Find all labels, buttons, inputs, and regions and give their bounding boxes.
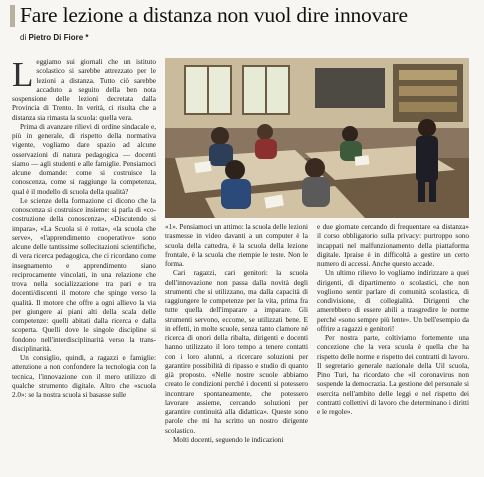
article-column-3 bbox=[317, 223, 469, 472]
byline bbox=[20, 33, 88, 42]
article-headline: Fare lezione a distanza non vuol dire innovare bbox=[20, 3, 408, 27]
paragraph: Un ultimo rilievo lo vogliamo indirizzare a quei dirigenti, di dipartimento o scolastici, che non vogliono sentir parlare di comunità scolastica, di condivisione, di collegialità. Dirigenti che amerebbero di essere abili a trasgredire le norme perché «sono sempre più lente». Un bell'esempio da offrire a ragazzi e genitori! bbox=[317, 269, 469, 333]
byline-author: Pietro Di Fiore * bbox=[28, 33, 89, 42]
headline-rule bbox=[10, 5, 15, 27]
byline-prefix: di bbox=[20, 33, 27, 42]
drop-cap: L bbox=[12, 58, 34, 94]
classroom-photo bbox=[165, 58, 469, 218]
article-column-1 bbox=[12, 58, 156, 472]
paragraph: eggiamo sui giornali che un istituto scolastico si sarebbe attrezzato per le lezioni a distanza. Tutto ciò sarebbe accaduto a seguito della ben nota sospensione delle lezioni decretata dalla Provincia di Trento. In verità, ci risulta che a distanza sia rimasta la scuola: quella vera. bbox=[12, 58, 156, 122]
article-column-2 bbox=[165, 223, 308, 472]
headline-bar bbox=[0, 0, 484, 30]
paragraph: Un consiglio, quindi, a ragazzi e famiglie: attenzione a non confondere la tecnologia con la tecnica, l'innovazione con il mero utilizzo di qualche strumento digitale. Altro che «scuola 2.0»: se la nostra scuola si basasse sulle bbox=[12, 354, 156, 399]
paragraph: Cari ragazzi, cari genitori: la scuola dell'innovazione non passa dalla novità degli strumenti che si utilizzano, ma dalla capacità di raggiungere le competenze per la vita, prima fra tutte quella dell'imparare a imparare. Gli strumenti servono, eccome, se utilizzati bene. E in effetti, in molte scuole, senza tanto clamore né ricerca di onori della ribalta, dirigenti e docenti hanno utilizzato il loro tempo a tenere contatti con i loro alunni, a ricercare soluzioni per garantire possibilità di ripasso e studio di quanto già proposto. «Nelle nostre scuole abbiamo creato le condizioni perché i docenti si potessero incontrare spontaneamente, che potessero lavorare assieme, cercando soluzioni per garantire continuità alla didattica». Queste sono parole che mi ha scritto un nostro dirigente scolastico. bbox=[165, 269, 308, 435]
paragraph: Per nostra parte, coltiviamo fortemente una concezione che la vera scuola è quella che ha rispetto delle norme e rispetto dei contratti di lavoro. Il segretario generale nazionale della Uil scuola, Pino Turi, ha ricordato che «il coronavirus non sospende la democrazia. La gestione del personale si esercita nell'ambito delle leggi e nel rispetto dei contratti collettivi di lavoro che determinano i diritti e le regole». bbox=[317, 334, 469, 416]
paragraph: Le scienze della formazione ci dicono che la conoscenza si costruisce insieme: si parla di «co-costruzione della conoscenza», «Discutendo si impara», «La Scuola si è rotta», «la scuola che serve», «l'apprendimento cooperativo» sono alcune delle tantissime sollecitazioni scientifiche, di vera ricerca pedagogica, che ci ricordano come insegnamento e apprendimento siano reciprocamente vincolati, in una relazione che trova nella socializzazione tra pari e tra docenti/discenti il motore che spinge verso la qualità. Il motore che offre a ogni allievo la via per giungere ai piani alti della scala delle competenze: quelli abitati dalla ricerca e dalla scoperta. Quelli dove le singole discipline si fondono nell'interdisciplinarità verso la trans-disciplinarità. bbox=[12, 196, 156, 353]
paragraph: Molti docenti, seguendo le indicazioni bbox=[173, 435, 284, 444]
paragraph: e due giornate cercando di frequentare «a distanza» il corso obbligatorio sulla privacy: purtroppo sono incappati nel malfunzionamento della piattaforma digitale. Ipraise è in difficoltà a gestire un certo numero di accessi. Anche questo accade. bbox=[317, 223, 469, 268]
paragraph: Prima di avanzare rilievi di ordine sindacale e, più in generale, di rispetto della normativa vigente, vogliamo dare spazio ad alcune osservazioni di natura pedagogica — docenti siamo — agli studenti e alle famiglie. Pensiamoci alcune domande: come si costruisce la conoscenza, come si raggiunge la competenza, qual è il modello di scuola della qualità? bbox=[12, 122, 156, 196]
paragraph: «1». Pensiamoci un attimo: la scuola delle lezioni trasmesse in video davanti a un computer è la scuola della cattedra, è la scuola della lezione frontale, è la scuola che riempie le teste. Non le forma. bbox=[165, 223, 308, 268]
